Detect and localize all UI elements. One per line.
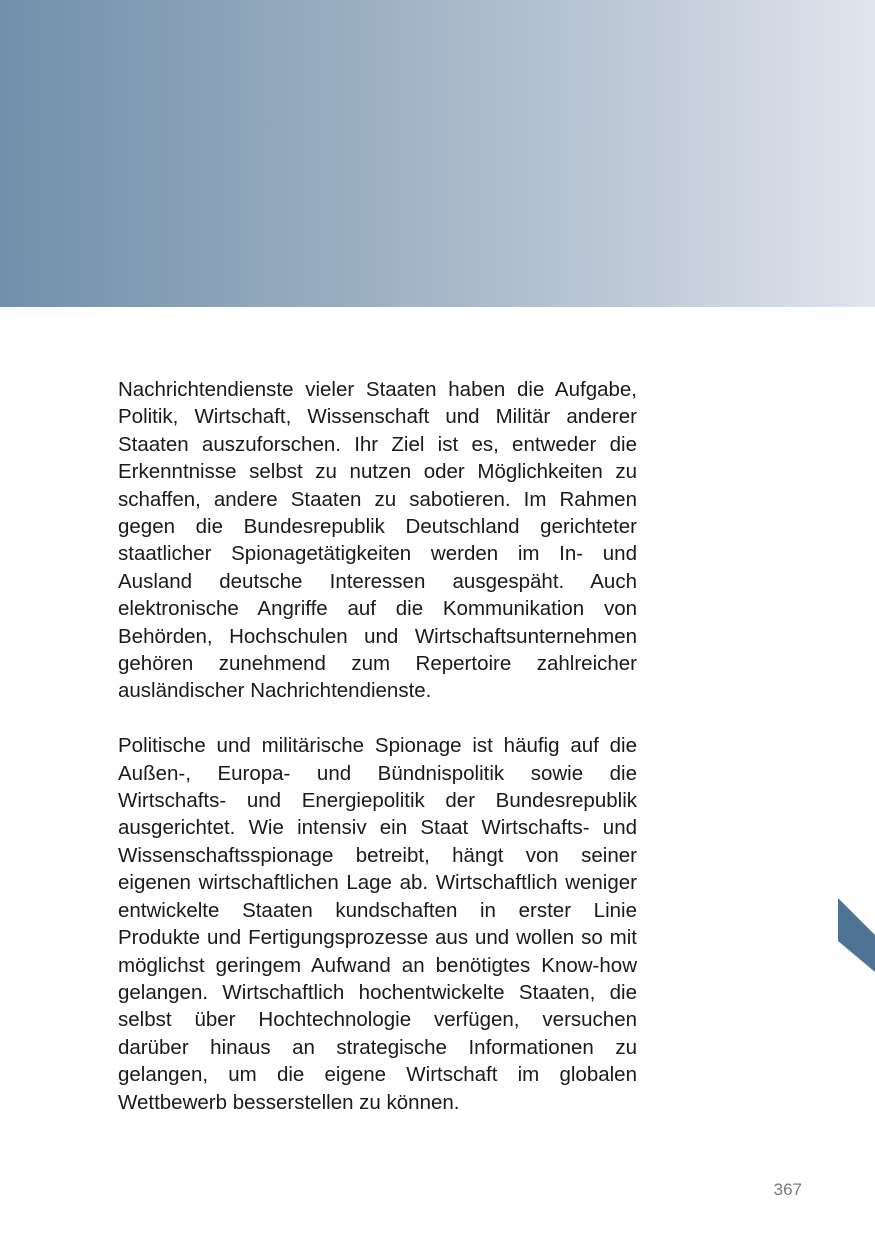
- chapter-tab-shape: [838, 898, 875, 972]
- header-gradient-band: [0, 0, 875, 307]
- body-text: [118, 376, 637, 1116]
- chapter-tab-marker: [838, 898, 875, 972]
- page-number: 367: [773, 1180, 802, 1199]
- paragraph-political-economic-espionage: Politische und militärische Spionage ist häufig auf die Außen-, Europa- und Bündnispolitik sowie die Wirtschafts- und Energiepolitik der Bundesrepublik ausgerichtet. Wie intensiv ein Staat Wirtschafts- und Wissenschaftsspionage betreibt, hängt von seiner eigenen wirtschaftlichen Lage ab. Wirtschaftlich weniger entwickelte Staaten kundschaften in erster Linie Produkte und Fertigungsprozesse aus und wollen so mit möglichst geringem Aufwand an benötigtes Know-how gelangen. Wirtschaftlich hochentwickelte Staaten, die selbst über Hochtechnologie verfügen, versuchen darüber hinaus an strategische Informationen zu gelangen, um die eigene Wirtschaft im globalen Wettbewerb besserstellen zu können.: [118, 734, 637, 1114]
- paragraph-espionage-tasks: Nachrichtendienste vieler Staaten haben die Aufgabe, Politik, Wirtschaft, Wissenschaft und Militär anderer Staaten auszuforschen. Ihr Ziel ist es, entweder die Erkenntnisse selbst zu nutzen oder Möglichkeiten zu schaffen, andere Staaten zu sabotieren. Im Rahmen gegen die Bundesrepublik Deutschland gerichteter staatlicher Spionagetätigkeiten werden im In- und Ausland deutsche Interessen ausgespäht. Auch elektronische Angriffe auf die Kommunikation von Behörden, Hochschulen und Wirtschaftsunternehmen gehören zunehmend zum Repertoire zahlreicher ausländischer Nachrichtendienste.: [118, 378, 637, 703]
